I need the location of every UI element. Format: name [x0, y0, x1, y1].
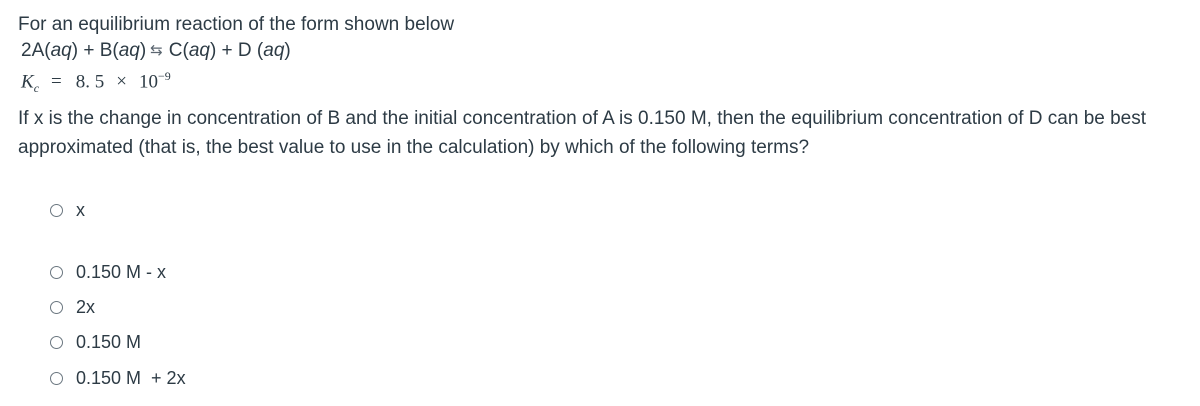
kc-mantissa: 8. 5 — [75, 71, 105, 93]
kc-subscript: c — [33, 81, 40, 96]
reactant-b-phase: aq — [118, 40, 140, 61]
radio-button-unchecked-icon[interactable] — [50, 372, 63, 385]
answer-option-5[interactable] — [50, 366, 186, 390]
kc-times: × — [116, 71, 127, 93]
product-d: ) + D ( — [209, 40, 264, 61]
product-d-phase: aq — [263, 40, 285, 61]
question-intro: For an equilibrium reaction of the form shown below — [18, 14, 455, 35]
reaction-equation — [21, 38, 1194, 64]
answer-label: 0.150 M - x — [76, 261, 167, 282]
kc-symbol: K — [21, 71, 34, 93]
equilibrium-arrow-icon: ⇆ — [150, 42, 163, 59]
answer-label: 2x — [76, 296, 96, 317]
answer-option-3[interactable] — [50, 295, 95, 319]
question-prompt: If x is the change in concentration of B and the initial concentration of A is 0.150 M, then the equilibrium concentration of D can be best approximated (that is, the best value to use in the calculation) by which of the following terms? — [18, 108, 1147, 159]
kc-base: 10 — [138, 71, 158, 93]
radio-button-unchecked-icon[interactable] — [50, 336, 63, 349]
answer-option-2[interactable] — [50, 260, 166, 284]
answer-label: x — [76, 199, 85, 220]
radio-button-unchecked-icon[interactable] — [50, 266, 63, 279]
equilibrium-constant — [21, 64, 1194, 100]
answer-option-4[interactable] — [50, 330, 141, 354]
product-d-close: ) — [284, 40, 291, 61]
reactant-a: 2A( — [21, 40, 51, 61]
reactant-b-close: ) — [139, 40, 147, 61]
radio-button-unchecked-icon[interactable] — [50, 204, 63, 217]
kc-exponent: −9 — [157, 69, 171, 83]
answer-label: 0.150 M — [76, 331, 142, 352]
kc-equals: = — [51, 71, 62, 93]
product-c-phase: aq — [188, 40, 210, 61]
answer-option-1[interactable] — [50, 198, 85, 222]
reactant-a-phase: aq — [50, 40, 72, 61]
reactant-b: ) + B( — [71, 40, 119, 61]
question-block — [18, 12, 1194, 162]
answer-label: 0.150 M + 2x — [76, 367, 186, 388]
product-c: C( — [168, 40, 189, 61]
radio-button-unchecked-icon[interactable] — [50, 301, 63, 314]
